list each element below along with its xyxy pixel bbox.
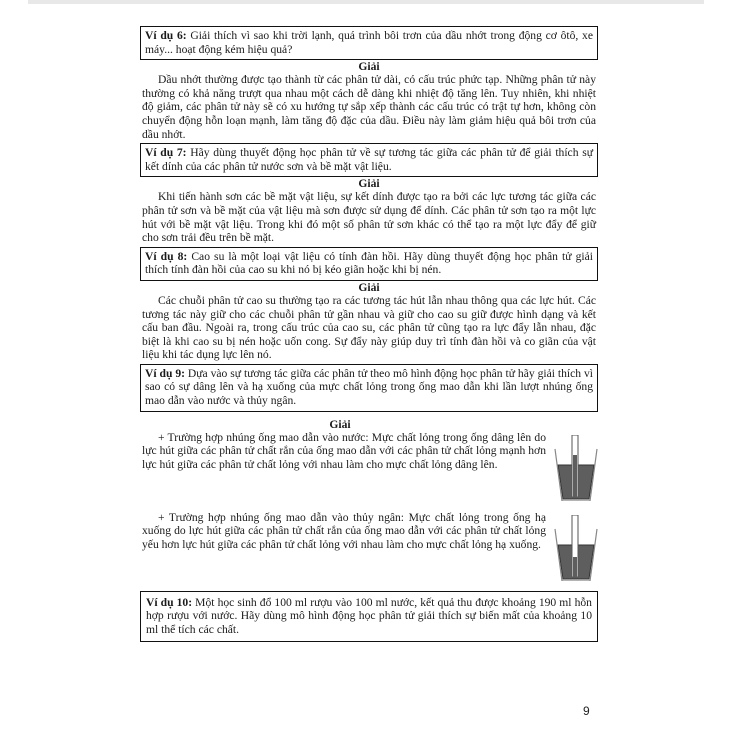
example-8-box [140, 247, 598, 281]
example-8-heading: Giải [358, 280, 380, 294]
example-8-label: Ví dụ 8: [145, 249, 188, 263]
example-7-heading: Giải [358, 177, 380, 191]
example-7-question: Hãy dùng thuyết động học phân tử về sự tương tác giữa các phân tử để giải thích sự kết dính của các phân tử nước sơn và bề mặt vật liệu. [145, 146, 593, 173]
case-mercury-text: + Trường hợp nhúng ống mao dẫn vào thủy ngân: Mực chất lỏng trong ống hạ xuống do lực hút giữa các phân tử chất rắn của ống mao dẫn với các phân tử chất lỏng yếu hơn lực hút giữa các phân tử chất lỏng với nhau làm cho mực chất lỏng hạ xuống. [142, 510, 546, 551]
example-7-label: Ví dụ 7: [145, 146, 187, 160]
example-7-box [140, 143, 598, 177]
capillary-mercury-figure [552, 515, 598, 581]
example-9-label: Ví dụ 9: [145, 366, 185, 380]
page-content [140, 26, 598, 642]
example-6-heading: Giải [358, 60, 380, 74]
example-6-label: Ví dụ 6: [145, 29, 187, 42]
example-6-question: Giải thích vì sao khi trời lạnh, quá trình bôi trơn của dầu nhớt trong động cơ ôtô, xe máy... hoạt động kém hiệu quả? [145, 29, 593, 56]
example-8-answer: Các chuỗi phân tử cao su thường tạo ra các tương tác hút lẫn nhau thông qua các lực hút. Các tương tác này giữ cho các chuỗi phân tử gần nhau và giữ cho cao su giữ được hình dạng và kết cấu ban đầu. Ngoài ra, trong cấu trúc của cao su, các phân tử cũng tạo ra lực đẩy lẫn nhau, đặc biệt là khi cao su bị nén hoặc uốn cong. Sự đẩy này giúp duy trì tính đàn hồi và co giãn của vật liệu khi tác dụng lực lên nó. [142, 293, 596, 362]
example-6-answer: Dầu nhớt thường được tạo thành từ các phân tử dài, có cấu trúc phức tạp. Những phân tử này thường có khả năng trượt qua nhau một cách dễ dàng khi nhiệt độ tăng lên. Tuy nhiên, khi nhiệt độ giảm, các phân tử này sẽ có xu hướng tự sắp xếp thành các cấu trúc có trật tự hơn, không còn chuyển động hỗn loạn mạnh, làm tăng độ đặc của dầu. Điều này làm giảm hiệu quả bôi trơn của dầu nhớt. [142, 73, 596, 141]
capillary-water-figure [552, 435, 598, 501]
case-water-text: + Trường hợp nhúng ống mao dẫn vào nước: Mực chất lỏng trong ống dâng lên do lực hút giữa các phân tử chất rắn của ống mao dẫn với các phân tử chất lỏng mạnh hơn lực hút giữa các phân tử chất lỏng với nhau làm cho mực chất lỏng dâng lên. [142, 430, 546, 471]
case-water [140, 431, 598, 501]
example-10-question: Một học sinh đổ 100 ml rượu vào 100 ml nước, kết quả thu được khoảng 190 ml hỗn hợp rượu với nước. Hãy dùng mô hình động học phân tử giải thích sự biến mất của khoảng 10 ml thể tích các chất. [146, 595, 592, 636]
case-mercury [140, 511, 598, 581]
example-9-heading: Giải [329, 417, 351, 431]
example-6-box [140, 26, 598, 60]
example-8-question: Cao su là một loại vật liệu có tính đàn hồi. Hãy dùng thuyết động học phân tử giải thích tính đàn hồi của cao su khi nó bị kéo giãn hoặc khi bị nén. [145, 249, 593, 277]
page-number: 9 [583, 704, 590, 718]
example-9-box [140, 364, 598, 412]
example-10-label: Ví dụ 10: [146, 595, 193, 609]
example-7-answer: Khi tiến hành sơn các bề mặt vật liệu, sự kết dính được tạo ra bởi các lực tương tác giữa các phân tử sơn và bề mặt của vật liệu mà sơn được sử dụng để dính. Các phân tử sơn tạo ra một lực hút với bề mặt vật liệu. Trong khi đó một số phân tử sơn khác có thể tạo ra một lực đẩy để giữ cho sơn trải đều trên bề mặt. [142, 190, 596, 245]
top-shadow-bar [28, 0, 704, 4]
example-10-box [140, 591, 598, 643]
example-9-question: Dựa vào sự tương tác giữa các phân tử theo mô hình động học phân tử hãy giải thích vì sao có sự dâng lên và hạ xuống của mực chất lỏng trong ống mao dẫn khi lần lượt nhúng ống mao dẫn vào nước và thủy ngân. [145, 366, 593, 408]
